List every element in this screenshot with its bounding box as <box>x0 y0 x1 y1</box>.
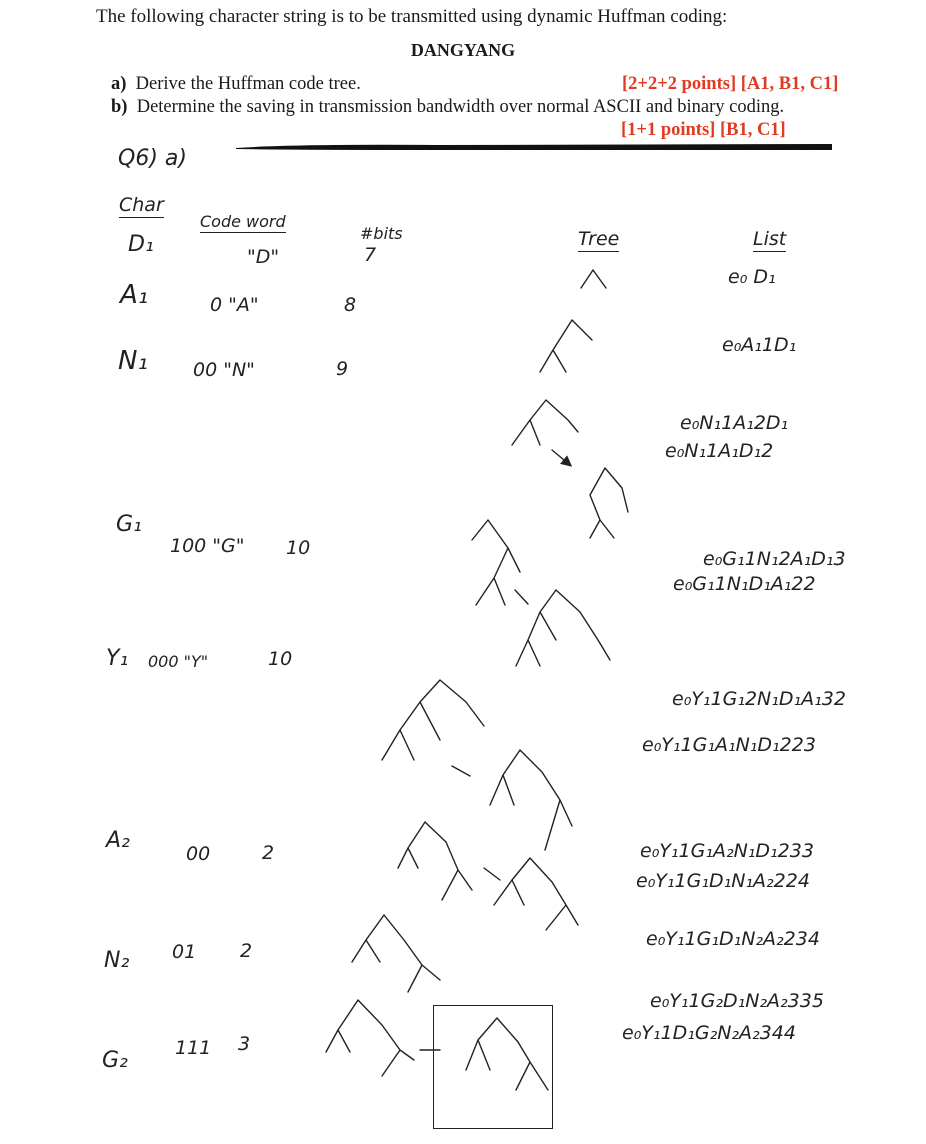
table-row-bits: 9 <box>336 358 349 380</box>
list-item: e₀Y₁1G₁D₁N₁A₂224 <box>636 870 810 892</box>
list-item: e₀N₁1A₁2D₁ <box>680 412 789 434</box>
list-item: e₀Y₁1G₁A₁N₁D₁223 <box>642 734 816 756</box>
list-item: e₀G₁1N₁2A₁D₁3 <box>703 548 846 570</box>
list-item: e₀Y₁1D₁G₂N₂A₂344 <box>622 1022 796 1044</box>
list-item: e₀Y₁1G₁2N₁D₁A₁32 <box>672 688 846 710</box>
header-char: Char <box>119 194 164 216</box>
answer-title: Q6) a) <box>118 146 187 171</box>
table-row-code: 111 <box>175 1037 212 1059</box>
table-row-bits: 7 <box>364 244 377 266</box>
list-item: e₀G₁1N₁D₁A₁22 <box>673 573 816 595</box>
table-row-char: N₂ <box>104 948 130 973</box>
list-item: e₀Y₁1G₁A₂N₁D₁233 <box>640 840 814 862</box>
final-tree-box <box>433 1005 553 1129</box>
list-item: e₀ D₁ <box>728 266 776 288</box>
table-row-bits: 8 <box>344 294 357 316</box>
table-row-char: G₁ <box>116 512 142 537</box>
question-b-text: Determine the saving in transmission bandwidth over normal ASCII and binary coding. <box>136 97 785 117</box>
table-row-char: D₁ <box>128 232 154 257</box>
question-a-text: Derive the Huffman code tree. <box>135 74 361 94</box>
table-row-char: A₂ <box>106 828 130 853</box>
header-bits: #bits <box>360 224 403 243</box>
problem-statement: The following character string is to be transmitted using dynamic Huffman coding: <box>96 6 728 27</box>
table-row-code: 00 <box>186 843 211 865</box>
table-row-code: 00 "N" <box>193 359 255 381</box>
table-row-char: N₁ <box>118 346 148 376</box>
list-item: e₀N₁1A₁D₁2 <box>665 440 774 462</box>
header-list: List <box>753 228 787 250</box>
table-row-bits: 10 <box>268 648 293 670</box>
question-a-points: [2+2+2 points] [A1, B1, C1] <box>622 74 839 94</box>
question-b-points: [1+1 points] [B1, C1] <box>621 120 786 140</box>
transmitted-string: DANGYANG <box>410 40 516 60</box>
table-row-char: A₁ <box>120 280 149 310</box>
table-row-bits: 2 <box>240 940 253 962</box>
list-item: e₀A₁1D₁ <box>722 334 797 356</box>
table-row-code: "D" <box>247 246 280 268</box>
list-item: e₀Y₁1G₂D₁N₂A₂335 <box>650 990 824 1012</box>
header-code-word: Code word <box>200 212 286 231</box>
table-row-char: G₂ <box>102 1048 128 1073</box>
table-row-code: 01 <box>172 941 197 963</box>
table-row-bits: 2 <box>262 842 275 864</box>
table-row-code: 000 "Y" <box>148 652 209 671</box>
question-a-label: a) <box>111 74 127 94</box>
list-item: e₀Y₁1G₁D₁N₂A₂234 <box>646 928 820 950</box>
table-row-code: 0 "A" <box>210 294 259 316</box>
table-row-bits: 10 <box>286 537 311 559</box>
table-row-bits: 3 <box>238 1033 251 1055</box>
table-row-code: 100 "G" <box>170 535 245 557</box>
question-b-label: b) <box>111 97 128 117</box>
table-row-char: Y₁ <box>106 646 129 671</box>
header-tree: Tree <box>578 228 620 250</box>
